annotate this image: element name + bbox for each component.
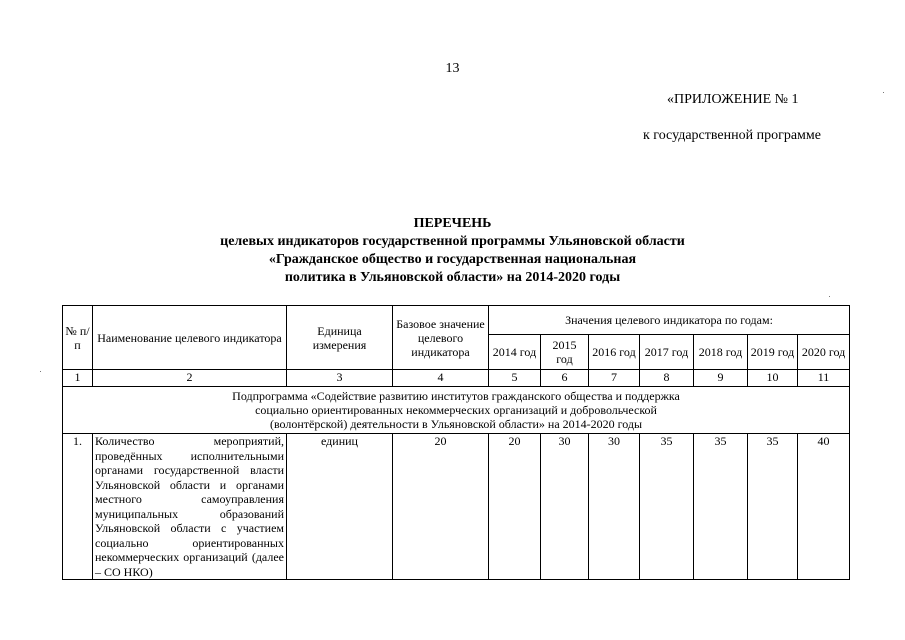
row-value: 35 xyxy=(694,434,748,580)
subprogram-title xyxy=(63,387,850,434)
row-value: 40 xyxy=(798,434,850,580)
header-year: 2018 год xyxy=(694,335,748,370)
row-num: 1. xyxy=(63,434,93,580)
scan-speck xyxy=(40,371,41,372)
page-number: 13 xyxy=(445,61,460,76)
column-number: 8 xyxy=(640,370,694,387)
column-number: 2 xyxy=(93,370,287,387)
header-year: 2017 год xyxy=(640,335,694,370)
heading-line-4: политика в Ульяновской области» на 2014-2020 годы xyxy=(284,270,621,285)
scan-speck xyxy=(883,92,884,93)
column-number-row xyxy=(63,370,850,387)
column-number: 1 xyxy=(63,370,93,387)
subprogram-line-3: (волонтёрской) деятельности в Ульяновской области» на 2014-2020 годы xyxy=(269,417,643,431)
heading-line-3: «Гражданское общество и государственная национальная xyxy=(268,252,637,267)
header-years-title: Значения целевого индикатора по годам: xyxy=(489,306,850,335)
indicators-table xyxy=(62,305,850,580)
column-number: 3 xyxy=(287,370,393,387)
subprogram-line-2: социально ориентированных некоммерческих организаций и добровольческой xyxy=(255,403,657,417)
table-row xyxy=(63,434,850,580)
header-year: 2015 год xyxy=(541,335,589,370)
row-value: 35 xyxy=(748,434,798,580)
scan-speck xyxy=(829,296,830,297)
column-number: 4 xyxy=(393,370,489,387)
heading-line-2: целевых индикаторов государственной программы Ульяновской области xyxy=(220,234,685,249)
header-year: 2014 год xyxy=(489,335,541,370)
header-base: Базовое значение целевого индикатора xyxy=(393,306,489,370)
column-number: 9 xyxy=(694,370,748,387)
header-row-1 xyxy=(63,306,850,335)
header-unit: Единица измерения xyxy=(287,306,393,370)
subprogram-row xyxy=(63,387,850,434)
appendix-subtitle: к государственной программе xyxy=(643,128,821,143)
row-value: 30 xyxy=(589,434,640,580)
column-number: 6 xyxy=(541,370,589,387)
column-number: 5 xyxy=(489,370,541,387)
header-year: 2016 год xyxy=(589,335,640,370)
heading-line-1: ПЕРЕЧЕНЬ xyxy=(413,216,492,231)
row-value: 35 xyxy=(640,434,694,580)
column-number: 10 xyxy=(748,370,798,387)
row-value: 20 xyxy=(489,434,541,580)
appendix-title: «ПРИЛОЖЕНИЕ № 1 xyxy=(667,92,799,107)
row-value: 30 xyxy=(541,434,589,580)
header-year: 2020 год xyxy=(798,335,850,370)
header-year: 2019 год xyxy=(748,335,798,370)
row-unit: единиц xyxy=(287,434,393,580)
row-name: Количество мероприятий, проведённых исполнительными органами государственной власти Ульяновской области и органами местного самоуправления муниципальных образований Ульяновской области с участием социально ориентированных некоммерческих организаций (далее – СО НКО) xyxy=(93,434,287,580)
header-name: Наименование целевого индикатора xyxy=(93,306,287,370)
header-num: № п/п xyxy=(63,306,93,370)
subprogram-line-1: Подпрограмма «Содействие развитию институтов гражданского общества и поддержка xyxy=(232,389,680,403)
row-base: 20 xyxy=(393,434,489,580)
column-number: 7 xyxy=(589,370,640,387)
column-number: 11 xyxy=(798,370,850,387)
document-heading xyxy=(0,215,905,287)
